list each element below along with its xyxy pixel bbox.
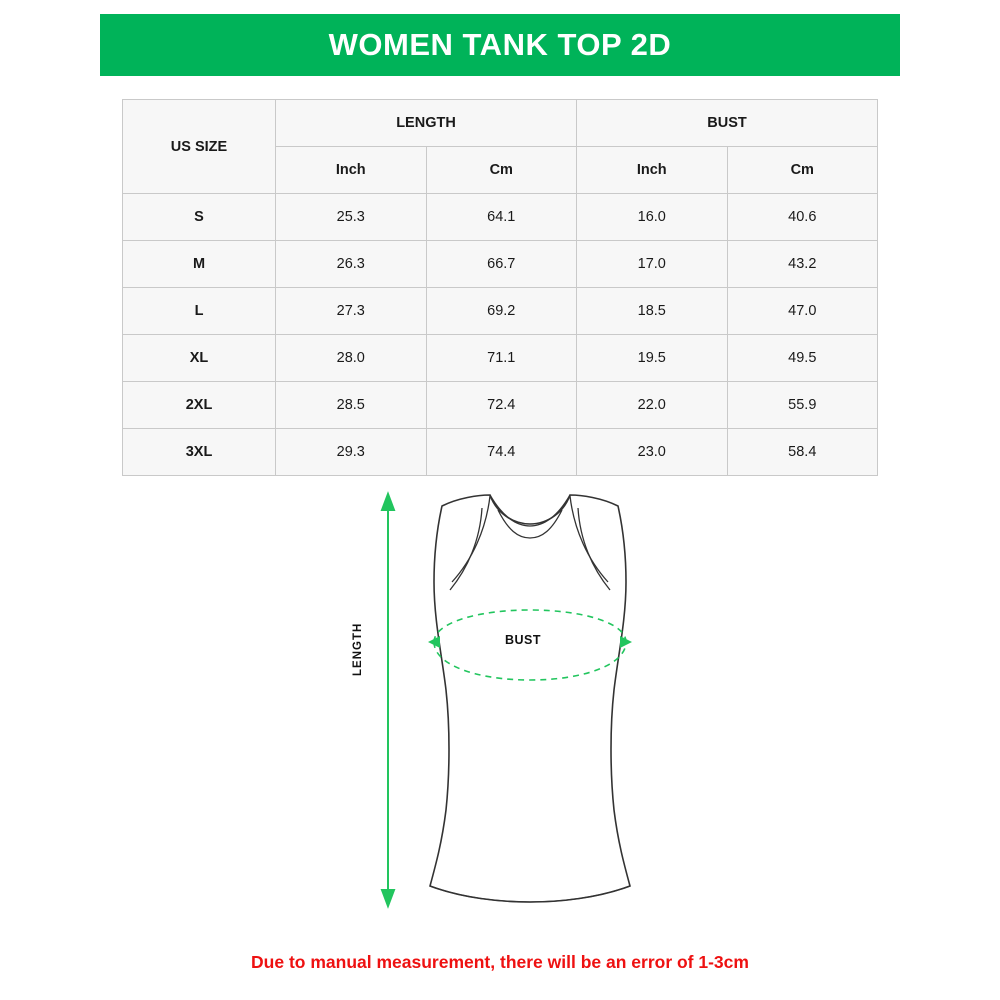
cell-length-cm: 66.7	[426, 241, 577, 288]
cell-bust-inch: 16.0	[577, 194, 728, 241]
length-measure-arrow	[382, 494, 394, 906]
tank-top-illustration	[330, 490, 690, 920]
cell-length-cm: 72.4	[426, 382, 577, 429]
length-label: LENGTH	[352, 622, 364, 676]
table-row	[123, 241, 878, 288]
cell-bust-inch: 17.0	[577, 241, 728, 288]
cell-size: L	[123, 288, 276, 335]
cell-length-cm: 71.1	[426, 335, 577, 382]
cell-length-cm: 64.1	[426, 194, 577, 241]
cell-bust-cm: 43.2	[727, 241, 878, 288]
cell-length-inch: 27.3	[276, 288, 427, 335]
page-title: WOMEN TANK TOP 2D	[328, 27, 672, 62]
size-table	[122, 99, 878, 476]
table-row	[123, 194, 878, 241]
cell-bust-cm: 49.5	[727, 335, 878, 382]
cell-size: S	[123, 194, 276, 241]
table-row	[123, 288, 878, 335]
table-row	[123, 335, 878, 382]
cell-bust-inch: 23.0	[577, 429, 728, 476]
header-banner	[100, 14, 900, 76]
table-group-header-row	[123, 100, 878, 147]
cell-bust-inch: 19.5	[577, 335, 728, 382]
cell-length-inch: 25.3	[276, 194, 427, 241]
cell-size: XL	[123, 335, 276, 382]
bust-label: BUST	[505, 633, 542, 647]
garment-diagram	[330, 490, 690, 920]
cell-length-cm: 69.2	[426, 288, 577, 335]
cell-length-inch: 28.0	[276, 335, 427, 382]
cell-size: M	[123, 241, 276, 288]
unit-bust-cm: Cm	[727, 147, 878, 194]
tank-top-outline	[430, 495, 630, 902]
cell-length-inch: 29.3	[276, 429, 427, 476]
unit-length-inch: Inch	[276, 147, 427, 194]
column-header-length: LENGTH	[276, 100, 577, 147]
cell-bust-cm: 47.0	[727, 288, 878, 335]
cell-bust-cm: 55.9	[727, 382, 878, 429]
column-header-bust: BUST	[577, 100, 878, 147]
cell-bust-cm: 40.6	[727, 194, 878, 241]
cell-length-cm: 74.4	[426, 429, 577, 476]
cell-length-inch: 28.5	[276, 382, 427, 429]
size-table-container	[122, 99, 878, 476]
table-row	[123, 382, 878, 429]
cell-size: 3XL	[123, 429, 276, 476]
column-header-us-size: US SIZE	[123, 100, 276, 194]
cell-length-inch: 26.3	[276, 241, 427, 288]
cell-size: 2XL	[123, 382, 276, 429]
unit-length-cm: Cm	[426, 147, 577, 194]
cell-bust-cm: 58.4	[727, 429, 878, 476]
measurement-disclaimer: Due to manual measurement, there will be an error of 1-3cm	[251, 952, 749, 972]
cell-bust-inch: 18.5	[577, 288, 728, 335]
unit-bust-inch: Inch	[577, 147, 728, 194]
table-row	[123, 429, 878, 476]
cell-bust-inch: 22.0	[577, 382, 728, 429]
